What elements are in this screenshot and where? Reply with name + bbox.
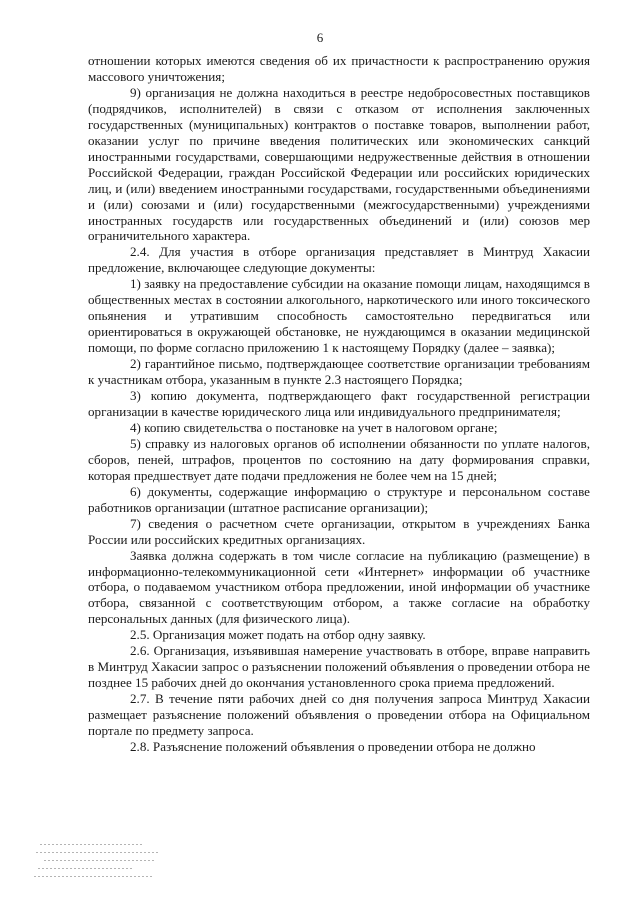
paragraph-2-6: 2.6. Организация, изъявившая намерение участвовать в отборе, вправе направить в Минтруд Хакасии запрос о разъяснении положений объявления о проведении отбора не позднее 15 рабочих дней до окончания установленного срока приема предложений. xyxy=(88,643,590,691)
paragraph-doc-5: 5) справку из налоговых органов об исполнении обязанности по уплате налогов, сборов, пеней, штрафов, процентов по состоянию на дату формирования справки, которая предшествует дате подачи предложения не более чем на 15 дней; xyxy=(88,435,590,483)
paragraph-2-5: 2.5. Организация может подать на отбор одну заявку. xyxy=(130,627,426,643)
paragraph-continuation: отношении которых имеются сведения об их причастности к распространению оружия массового уничтожения; xyxy=(88,53,590,84)
paragraph-doc-6: 6) документы, содержащие информацию о структуре и персональном составе работников организации (штатное расписание организации); xyxy=(88,483,590,515)
paragraph-item-9: 9) организация не должна находиться в реестре недобросовестных поставщиков (подрядчиков, исполнителей) в связи с отказом от исполнения заключенных государственных (муниципальных) контрактов о поставке товаров, выполнении работ, оказании услуг по причине введения политических или экономических санкций иностранными государствами, совершающими недружественные действия в отношении Российской Федерации, граждан Российской Федерации или российских юридических лиц, и (или) введением иностранными государствами, государственными объединениями и (или) союзами и (или) государственными (межгосударственными) учреждениями иностранных государств или государственных объединений и (или) союзов мер ограничительного характера. xyxy=(88,84,590,244)
page-number: 6 xyxy=(316,30,324,45)
paragraph-2-4: 2.4. Для участия в отборе организация представляет в Минтруд Хакасии предложение, включающее следующие документы: xyxy=(88,244,590,276)
paragraph-doc-7: 7) сведения о расчетном счете организации, открытом в учреждениях Банка России или российских кредитных организациях. xyxy=(88,515,590,547)
paragraph-2-8: 2.8. Разъяснение положений объявления о проведении отбора не должно xyxy=(130,738,536,754)
paragraph-consent: Заявка должна содержать в том числе согласие на публикацию (размещение) в информационно-телекоммуникационной сети «Интернет» информации об участнике отбора, о подаваемом участником отбора предложении, иной информации об участнике отбора, связанной с соответствующим отбором, а также согласие на обработку персональных данных (для физического лица). xyxy=(88,547,590,627)
paragraph-2-7: 2.7. В течение пяти рабочих дней со дня получения запроса Минтруд Хакасии размещает разъяснение положений объявления о проведении отбора на Официальном портале по предмету запроса. xyxy=(88,691,590,739)
faint-stamp-mark xyxy=(34,838,164,884)
paragraph-doc-3: 3) копию документа, подтверждающего факт государственной регистрации организации в качестве юридического лица или индивидуального предпринимателя; xyxy=(88,388,590,419)
document-body xyxy=(88,53,590,755)
paragraph-doc-2: 2) гарантийное письмо, подтверждающее соответствие организации требованиям к участникам отбора, указанным в пункте 2.3 настоящего Порядка; xyxy=(88,356,590,388)
paragraph-doc-4: 4) копию свидетельства о постановке на учет в налоговом органе; xyxy=(130,419,498,435)
paragraph-doc-1: 1) заявку на предоставление субсидии на оказание помощи лицам, находящимся в общественных местах в состоянии алкогольного, наркотического или иного токсического опьянения и утратившим способность самостоятельно передвигаться или ориентироваться в окружающей обстановке, не нуждающимся в оказании медицинской помощи, по форме согласно приложению 1 к настоящему Порядку (далее – заявка); xyxy=(88,276,590,356)
